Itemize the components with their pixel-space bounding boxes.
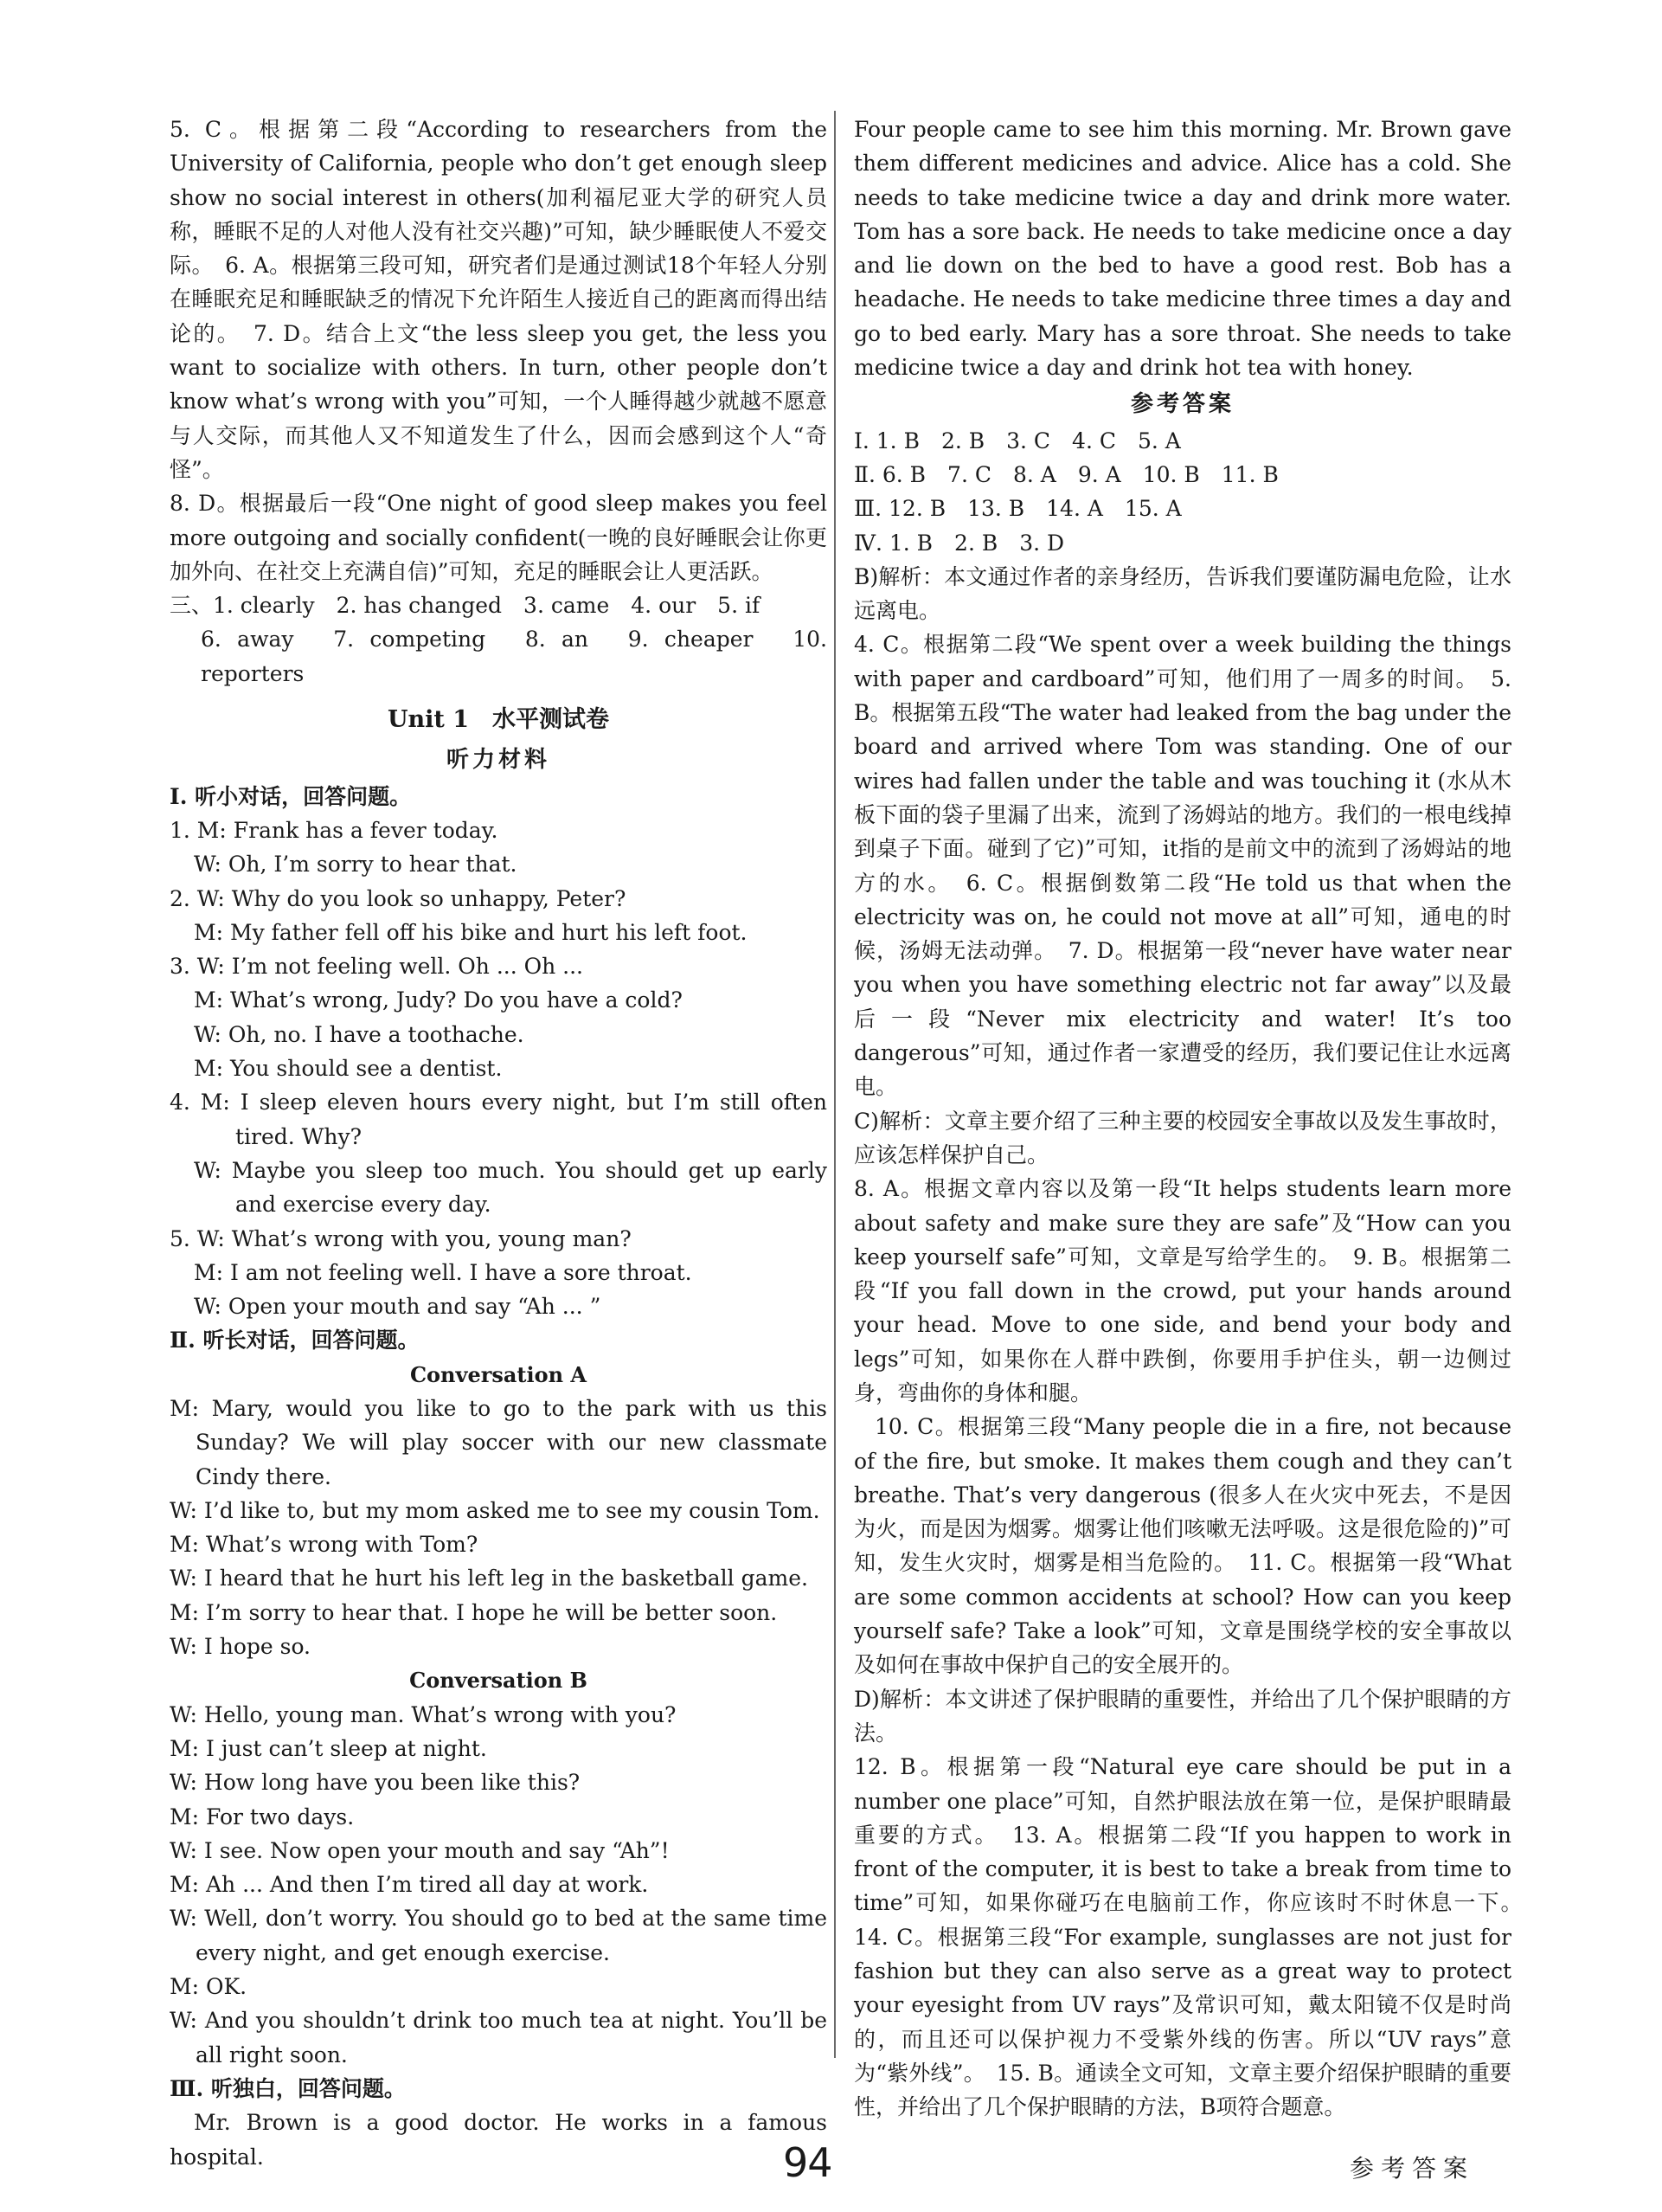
dialogue-line: W: I hope so.: [170, 1634, 311, 1660]
dialogue-line: 4. M: I sleep eleven hours every night, but I’m still often tired. Why?: [170, 1090, 827, 1149]
right-column: [854, 113, 1534, 2125]
section-heading: Ⅲ. 听独白，回答问题。: [170, 2075, 406, 2101]
dialogue-line: M: I’m sorry to hear that. I hope he will be better soon.: [170, 1599, 778, 1625]
left-column: [170, 113, 827, 2174]
answer-paragraph: 5. C。根据第二段“According to researchers from the University of California, people who don’t get enough sleep show no social interest in others(加利福尼亚大学的研究人员称，睡眠不足的人对他人没有社交兴趣)”可知，缺少睡眠使人不爱交际。 6. A。根据第三段可知，研究者们是通过测试18个年轻人分别在睡眠充足和睡眠缺乏的情况下允许陌生人接近自己的距离而得出结论的。 7. D。结合上文“the less sleep you get, the less you want to socialize with others. In turn, other people don’t know what’s wrong with you”可知，一个人睡得越少就越不愿意与人交际，而其他人又不知道发生了什么，因而会感到这个人“奇怪”。: [170, 117, 827, 482]
dialogue-line: W: Oh, no. I have a toothache.: [194, 1021, 524, 1047]
section-heading: Ⅱ. 听长对话，回答问题。: [170, 1328, 420, 1354]
explanation-body: 4. C。根据第二段“We spent over a week building the things with paper and cardboard”可知，他们用了一周多的时间。 5. B。根据第五段“The water had leaked from the bag under the board and arrived where Tom was standing. One of our wires had fallen under the table and was touching it (水从木板下面的袋子里漏了出来，流到了汤姆站的地方。我们的一根电线掉到桌子下面。碰到了它)”可知，it指的是前文中的流到了汤姆站的地方的水。 6. C。根据倒数第二段“He told us that when the electricity was on, he could not move at all”可知，通电的时候，汤姆无法动弹。 7. D。根据第一段“never have water near you when you have something electric not far away”以及最后一段“Never mix electricity and water! It’s too dangerous”可知，通过作者一家遭受的经历，我们要记住让水远离电。: [854, 632, 1511, 1100]
dialogue-line: W: Oh, I’m sorry to hear that.: [194, 852, 517, 878]
dialogue-line: W: How long have you been like this?: [170, 1770, 581, 1796]
dialogue-line: 5. W: What’s wrong with you, young man?: [170, 1225, 632, 1251]
explanation-intro: B)解析：本文通过作者的亲身经历，告诉我们要谨防漏电危险，让水远离电。: [854, 563, 1511, 624]
dialogue-line: M: I am not feeling well. I have a sore throat.: [194, 1259, 692, 1285]
dialogue-line: M: My father fell off his bike and hurt his left foot.: [194, 919, 748, 945]
answer-row: Ⅱ. 6. B 7. C 8. A 9. A 10. B 11. B: [854, 461, 1279, 487]
dialogue-line: W: I’d like to, but my mom asked me to see my cousin Tom.: [170, 1497, 820, 1523]
answer-row: Ⅲ. 12. B 13. B 14. A 15. A: [854, 496, 1182, 522]
monologue-text: Four people came to see him this morning. Mr. Brown gave them different medicines and advice. Alice has a cold. She needs to take medicine twice a day and drink more water. Tom has a sore back. He needs to take medicine once a day and lie down on the bed to have a good rest. Bob has a headache. He needs to take medicine three times a day and go to bed early. Mary has a sore throat. She needs to take medicine twice a day and drink hot tea with honey.: [854, 117, 1511, 381]
dialogue-line: M: What’s wrong, Judy? Do you have a cold?: [194, 987, 683, 1013]
dialogue-2: [170, 882, 827, 950]
dialogue-line: W: Well, don’t worry. You should go to bed at the same time every night, and get enough exercise.: [170, 1906, 827, 1965]
fill-answers: 三、1. clearly 2. has changed 3. came 4. our 5. if: [170, 593, 760, 619]
dialogue-line: M: I just can’t sleep at night.: [170, 1735, 487, 1761]
dialogue-4: [170, 1085, 827, 1221]
dialogue-line: 1. M: Frank has a fever today.: [170, 817, 498, 843]
dialogue-1: [170, 813, 827, 882]
footer-label: 参考答案: [1350, 2154, 1475, 2183]
dialogue-line: M: OK.: [170, 1974, 247, 2000]
dialogue-line: W: And you shouldn’t drink too much tea at night. You’ll be all right soon.: [170, 2008, 827, 2067]
conversation-a: [170, 1392, 827, 1663]
explanation-intro: C)解析：文章主要介绍了三种主要的校园安全事故以及发生事故时，应该怎样保护自己。: [854, 1108, 1511, 1167]
conversation-title: Conversation A: [409, 1361, 587, 1387]
dialogue-line: M: Mary, would you like to go to the park with us this Sunday? We will play soccer with our new classmate Cindy there.: [170, 1395, 827, 1489]
answer-paragraph: 8. D。根据最后一段“One night of good sleep makes you feel more outgoing and socially confident(一晚的良好睡眠会让你更加外向、在社交上充满自信)”可知，充足的睡眠会让人更活跃。: [170, 491, 827, 584]
dialogue-line: W: I see. Now open your mouth and say “Ah”!: [170, 1837, 670, 1863]
page-number: 94: [783, 2139, 832, 2186]
dialogue-line: M: For two days.: [170, 1804, 355, 1829]
dialogue-line: 3. W: I’m not feeling well. Oh ... Oh ...: [170, 954, 583, 980]
dialogue-5: [170, 1222, 827, 1324]
dialogue-line: M: Ah ... And then I’m tired all day at work.: [170, 1872, 649, 1898]
fill-answers: 6. away 7. competing 8. an 9. cheaper 10. reporters: [201, 627, 827, 686]
answer-row: Ⅳ. 1. B 2. B 3. D: [854, 530, 1065, 556]
dialogue-line: M: What’s wrong with Tom?: [170, 1532, 478, 1558]
conversation-title: Conversation B: [409, 1668, 587, 1694]
dialogue-line: W: Hello, young man. What’s wrong with you?: [170, 1701, 677, 1727]
dialogue-line: M: You should see a dentist.: [194, 1056, 503, 1082]
explanation-body: 12. B。根据第一段“Natural eye care should be put in a number one place”可知，自然护眼法放在第一位，是保护眼睛最重要的方式。 13. A。根据第二段“If you happen to work in front of the computer, it is best to take a break from time to time”可知，如果你碰巧在电脑前工作，你应该时不时休息一下。 14. C。根据第三段“For example, sunglasses are not just for fashion but they can also serve as a great way to protect your eyesight from UV rays”及常识可知，戴太阳镜不仅是时尚的，而且还可以保护视力不受紫外线的伤害。所以“UV rays”意为“紫外线”。 15. B。通读全文可知，文章主要介绍保护眼睛的重要性，并给出了几个保护眼睛的方法，B项符合题意。: [854, 1754, 1534, 2120]
conversation-b: [170, 1698, 827, 2072]
dialogue-line: W: Open your mouth and say “Ah ... ”: [194, 1294, 601, 1320]
section-heading: Ⅰ. 听小对话，回答问题。: [170, 783, 412, 809]
answer-row: Ⅰ. 1. B 2. B 3. C 4. C 5. A: [854, 428, 1181, 453]
column-divider: [834, 111, 836, 2058]
monologue-text: Mr. Brown is a good doctor. He works in a famous hospital.: [170, 2110, 827, 2170]
explanation-intro: D)解析：本文讲述了保护眼睛的重要性，并给出了几个保护眼睛的方法。: [854, 1686, 1511, 1746]
explanation-body: 10. C。根据第三段“Many people die in a fire, not because of the fire, but smoke. It makes them cough and they can’t breathe. That’s very dangerous (很多人在火灾中死去，不是因为火，而是因为烟雾。烟雾让他们咳嗽无法呼吸。这是很危险的)”可知，发生火灾时，烟雾是相当危险的。 11. C。根据第一段“What are some common accidents at school? How can you keep yourself safe? Take a look”可知，文章是围绕学校的安全事故以及如何在事故中保护自己的安全展开的。: [854, 1414, 1511, 1678]
dialogue-3: [170, 949, 827, 1085]
answers-title: 参考答案: [1130, 391, 1235, 418]
dialogue-line: W: I heard that he hurt his left leg in the basketball game.: [170, 1566, 808, 1591]
dialogue-line: 2. W: Why do you look so unhappy, Peter?: [170, 885, 626, 911]
dialogue-line: W: Maybe you sleep too much. You should get up early and exercise every day.: [194, 1157, 827, 1218]
explanation-body: 8. A。根据文章内容以及第一段“It helps students learn more about safety and make sure they are safe”及“How can you keep yourself safe”可知，文章是写给学生的。 9. B。根据第二段“If you fall down in the crowd, put your hands around your head. Move to one side, and bend your body and legs”可知，如果你在人群中跌倒，你要用手护住头，朝一边侧过身，弯曲你的身体和腿。: [854, 1176, 1511, 1405]
unit-title: Unit 1 水平测试卷: [387, 706, 610, 734]
listening-title: 听力材料: [446, 747, 550, 774]
